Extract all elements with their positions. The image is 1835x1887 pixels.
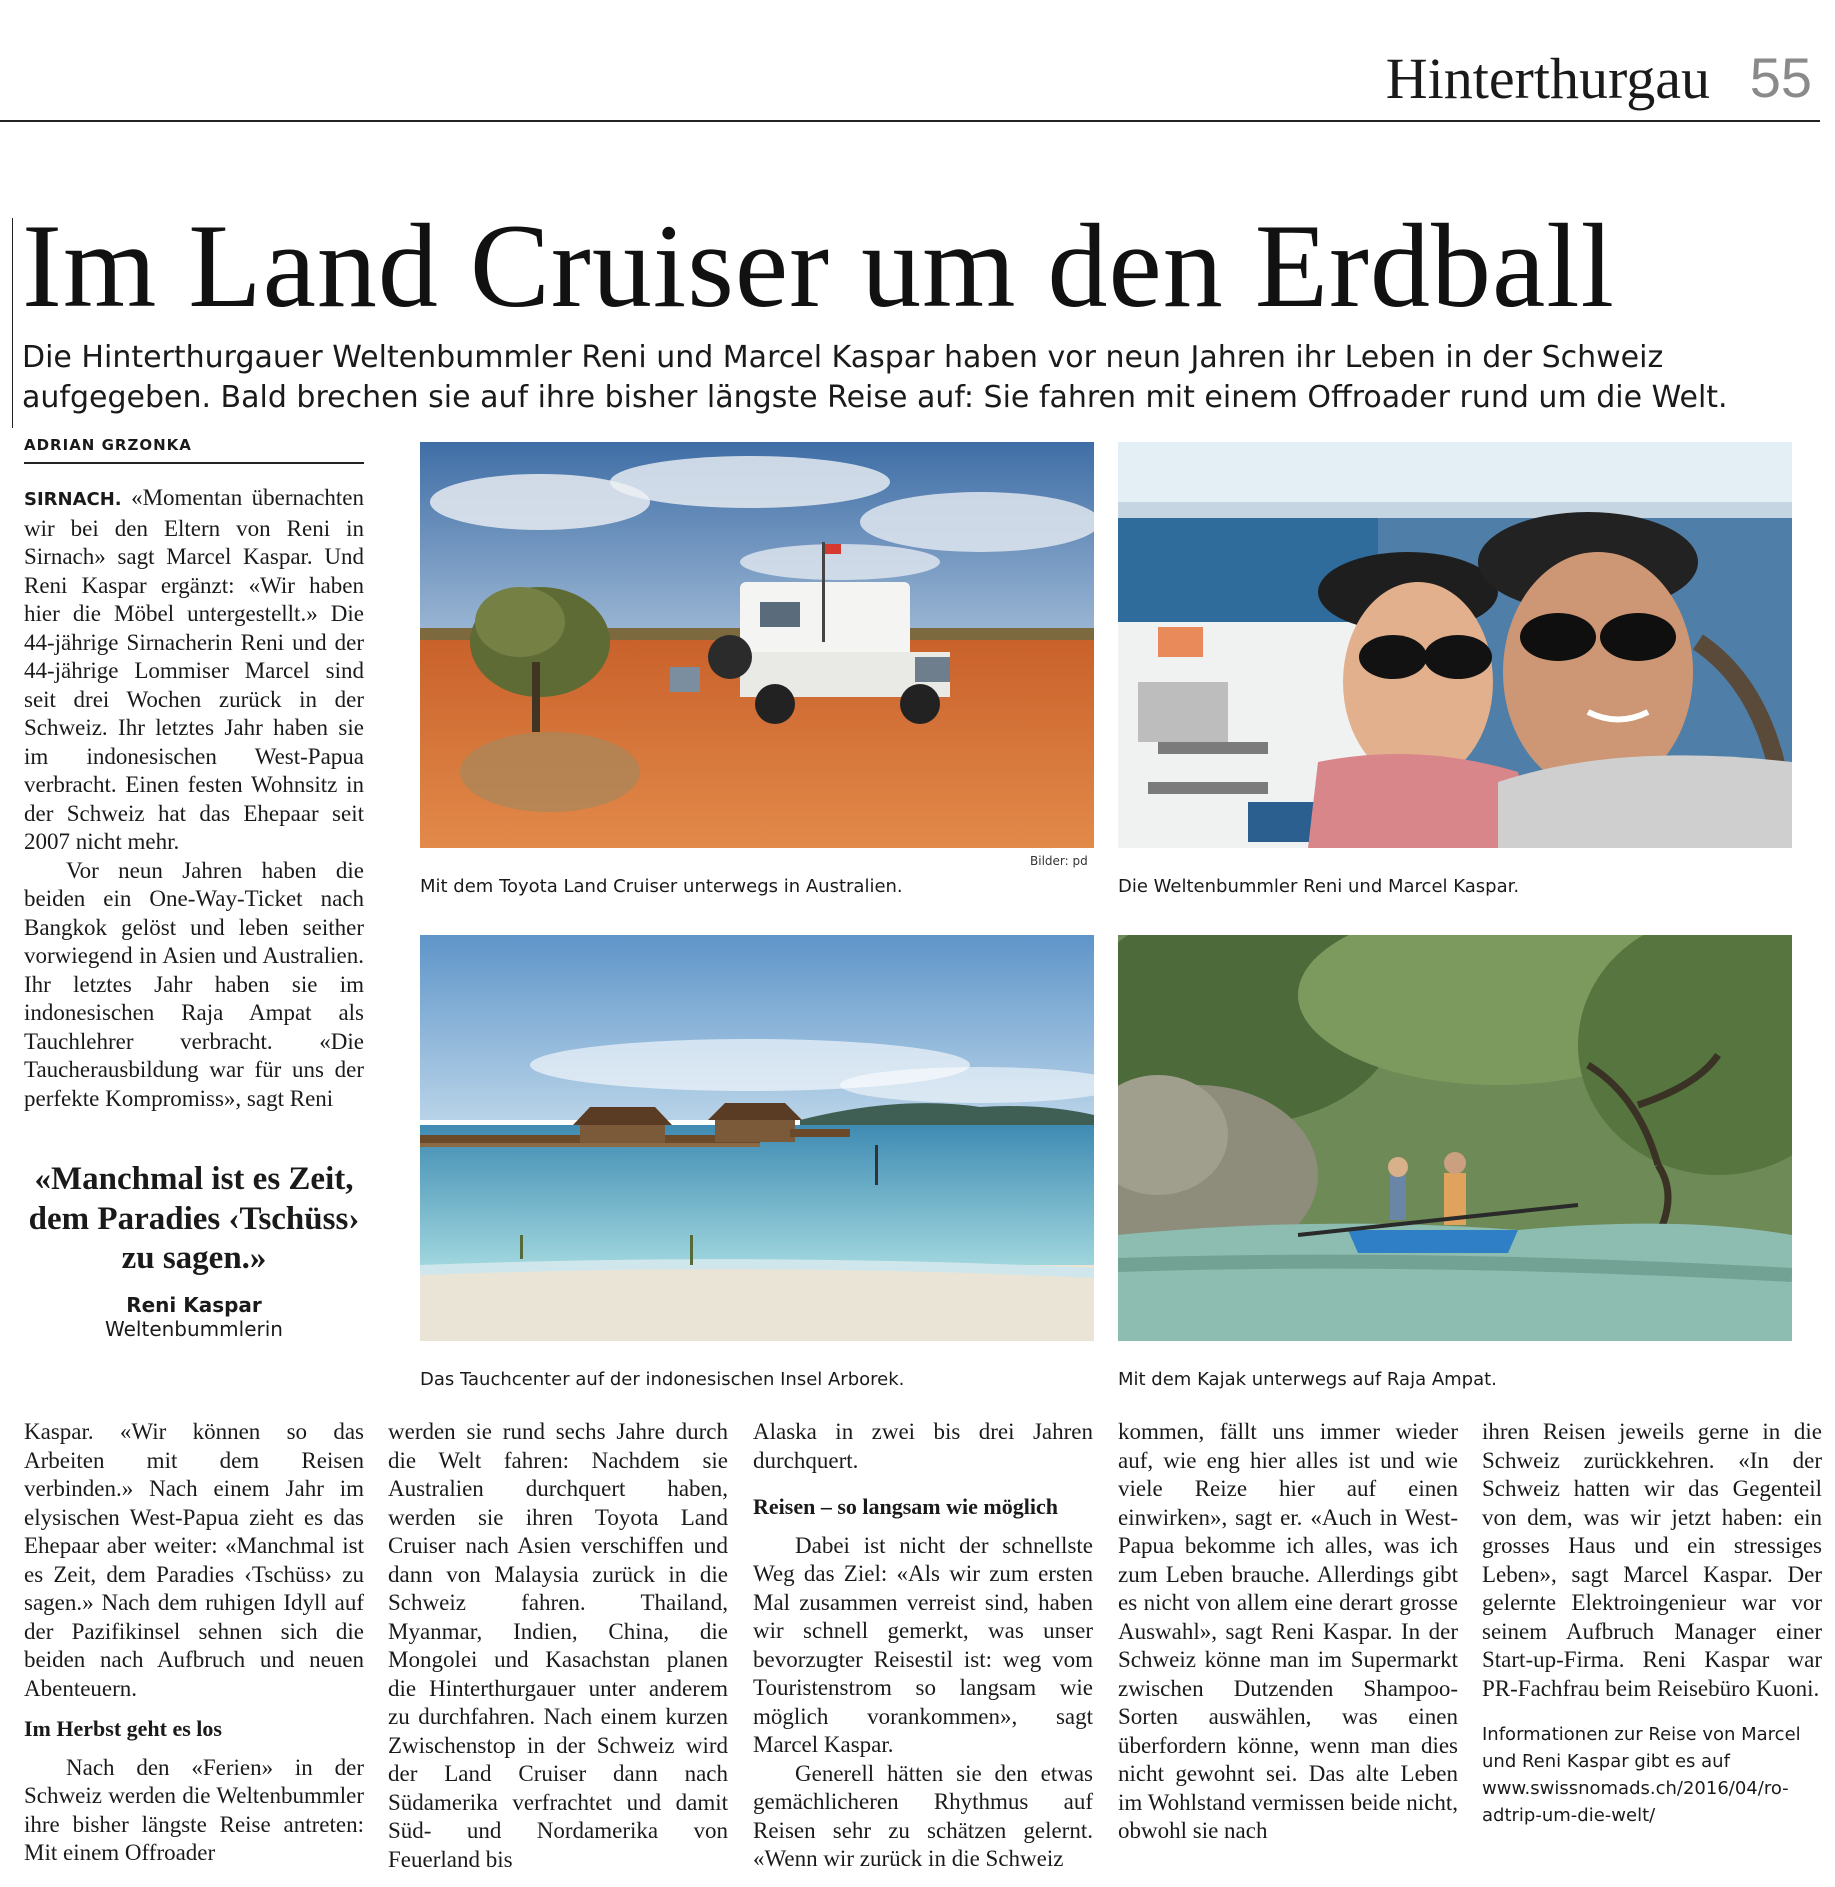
pull-quote-role: Weltenbummlerin	[105, 1316, 283, 1341]
photo-kayak-image	[1118, 935, 1792, 1341]
photo-credit: Bilder: pd	[1030, 854, 1088, 868]
subheading: Reisen – so langsam wie möglich	[753, 1494, 1058, 1519]
byline: ADRIAN GRZONKA	[24, 436, 364, 464]
paragraph: Vor neun Jahren haben die beiden ein One-Way-Ticket nach Bangkok gelöst und leben seither vorwiegend in Asien und Australien. Ihr letztes Jahr haben sie im indonesischen Raja Ampat als Tauchlehrer verbracht. «Die Taucherausbildung war für uns der perfekte Kompromiss», sagt Reni	[24, 857, 364, 1111]
info-link[interactable]: adtrip-um-die-welt/	[1482, 1805, 1656, 1826]
info-note	[1482, 1721, 1822, 1829]
info-note-line: Informationen zur Reise von Marcel	[1482, 1724, 1801, 1745]
photo-kayak	[1118, 935, 1792, 1341]
photo-caption: Das Tauchcenter auf der indonesischen Insel Arborek.	[420, 1369, 905, 1390]
info-link[interactable]: www.swissnomads.ch/2016/04/ro-	[1482, 1778, 1789, 1799]
dateline: SIRNACH.	[24, 489, 122, 510]
paragraph: Dabei ist nicht der schnellste Weg das Ziel: «Als wir zum ersten Mal zusammen verreist sind, haben wir schnell gemerkt, was unser bevorzugter Reisestil ist: weg vom Touristenstrom so langsam wie möglich vorankommen», sagt Marcel Kaspar.	[753, 1532, 1093, 1757]
photo-couple-selfie	[1118, 442, 1792, 848]
paragraph: Kaspar. «Wir können so das Arbeiten mit dem Reisen verbinden.» Nach einem Jahr im elysischen West-Papua zieht es das Ehepaar aber weiter: «Manchmal ist es Zeit, dem Paradies ‹Tschüss› zu sagen.» Nach dem ruhigen Idyll auf der Pazifikinsel sehnen sich die beiden nach Aufbruch und neuen Abenteuern.	[24, 1419, 364, 1701]
lead-paragraph: Die Hinterthurgauer Weltenbummler Reni und Marcel Kaspar haben vor neun Jahren ihr Leben in der Schweiz aufgegeben. Bald brechen sie auf ihre bisher längste Reise auf: Sie fahren mit einem Offroader rund um die Welt.	[22, 340, 1728, 416]
column-e	[1482, 1418, 1822, 1829]
info-note-line: und Reni Kaspar gibt es auf	[1482, 1751, 1730, 1772]
photo-dive-center-image	[420, 935, 1094, 1341]
paragraph: Generell hätten sie den etwas gemächlicheren Rhythmus auf Reisen sehr zu schätzen gelernt. «Wenn wir zurück in die Schweiz	[753, 1760, 1093, 1871]
column-d	[1118, 1418, 1458, 1846]
column-1	[24, 484, 364, 1113]
left-rule	[12, 218, 13, 428]
photo-couple-selfie-image	[1118, 442, 1792, 848]
photo-caption: Die Weltenbummler Reni und Marcel Kaspar.	[1118, 876, 1520, 897]
photo-land-cruiser-image	[420, 442, 1094, 848]
paragraph: «Momentan übernachten wir bei den Eltern von Reni in Sirnach» sagt Marcel Kaspar. Und Reni Kaspar ergänzt: «Wir haben hier die Möbel untergestellt.» Die 44-jährige Sirnacherin Reni und der 44-jährige Lommiser Marcel sind seit drei Wochen zurück in der Schweiz. Ihr letztes Jahr haben sie im indonesischen West-Papua verbracht. Einen festen Wohnsitz in der Schweiz hat das Ehepaar seit 2007 nicht mehr.	[24, 485, 365, 854]
section-title: Hinterthurgau	[1385, 46, 1710, 111]
photo-land-cruiser	[420, 442, 1094, 848]
pull-quote	[24, 1160, 364, 1341]
paragraph: Alaska in zwei bis drei Jahren durchquert.	[753, 1419, 1093, 1473]
photo-dive-center	[420, 935, 1094, 1341]
column-a	[24, 1418, 364, 1868]
column-c	[753, 1418, 1093, 1874]
subheading: Im Herbst geht es los	[24, 1716, 222, 1741]
page-number: 55	[1749, 46, 1812, 109]
photo-caption: Mit dem Toyota Land Cruiser unterwegs in Australien.	[420, 876, 903, 897]
page-header	[0, 40, 1820, 122]
headline: Im Land Cruiser um den Erdball	[22, 199, 1615, 332]
pull-quote-text: «Manchmal ist es Zeit, dem Paradies ‹Tschüss› zu sagen.»	[28, 1161, 360, 1277]
paragraph: ihren Reisen jeweils gerne in die Schweiz zurückkehren. «In der Schweiz hatten wir das Gegenteil von dem, was wir jetzt haben: ein grosses Haus und ein stressiges Leben», sagt Marcel Kaspar. Der gelernte Elektroingenieur war vor seinem Aufbruch Manager einer Start-up-Firma. Reni Kaspar war PR-Fachfrau beim Reisebüro Kuoni.	[1482, 1419, 1822, 1701]
pull-quote-author: Reni Kaspar	[126, 1292, 262, 1317]
column-b	[388, 1418, 728, 1874]
photo-caption: Mit dem Kajak unterwegs auf Raja Ampat.	[1118, 1369, 1497, 1390]
paragraph: kommen, fällt uns immer wieder auf, wie eng hier alles ist und wie viele Reize hier auf einen einwirken», sagt er. «Auch in West-Papua bekomme ich alles, was ich zum Leben brauche. Allerdings gibt es nicht von allem eine derart grosse Auswahl», sagt Reni Kaspar. In der Schweiz könne man im Supermarkt zwischen Dutzenden Shampoo-Sorten auswählen, was einen überfordern könne, wenn man dies nicht gewohnt sei. Das alte Leben im Wohlstand vermissen beide nicht, obwohl sie nach	[1118, 1419, 1458, 1843]
paragraph: Nach den «Ferien» in der Schweiz werden die Weltenbummler ihre bisher längste Reise antreten: Mit einem Offroader	[24, 1754, 364, 1865]
paragraph: werden sie rund sechs Jahre durch die Welt fahren: Nachdem sie Australien durchquert haben, werden sie ihren Toyota Land Cruiser nach Asien verschiffen und dann von Malaysia zurück in die Schweiz fahren. Thailand, Myanmar, Indien, China, die Mongolei und Kasachstan planen die Hinterthurgauer unter anderem zu durchfahren. Nach einem kurzen Zwischenstop in der Schweiz wird der Land Cruiser dann nach Südamerika verfrachtet und damit Süd- und Nordamerika von Feuerland bis	[388, 1419, 728, 1872]
